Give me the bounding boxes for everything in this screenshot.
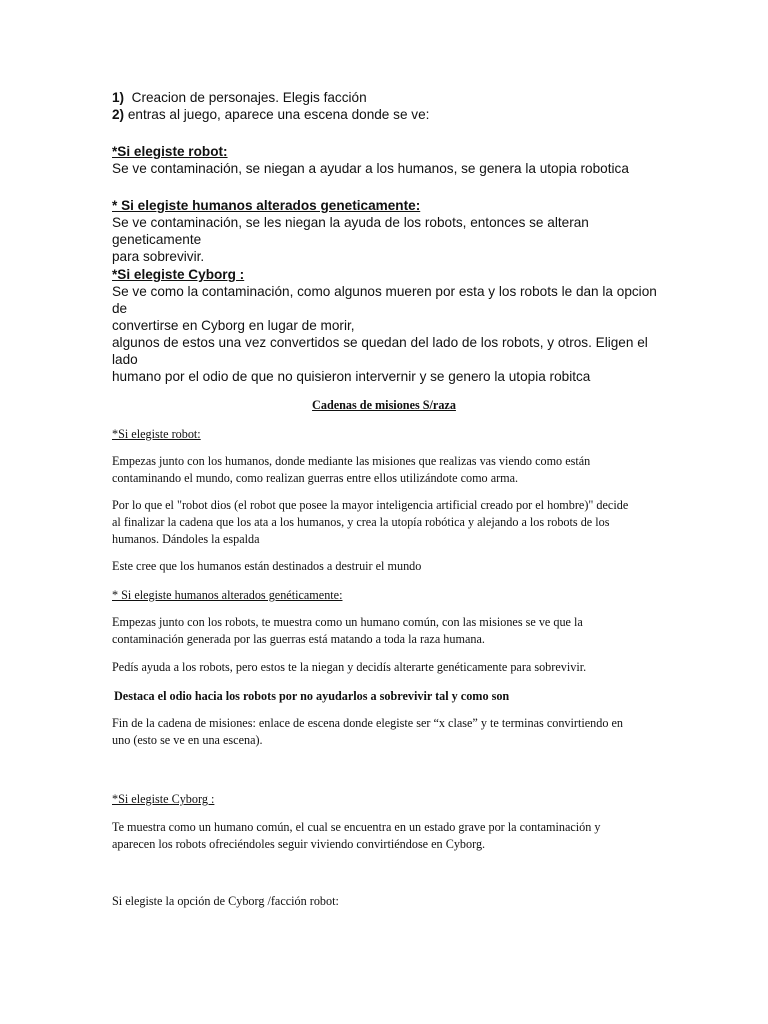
- section-cyborg-heading: *Si elegiste Cyborg :: [112, 267, 245, 282]
- missions-cyborg-p1: [112, 819, 660, 853]
- item-2-number: 2): [112, 107, 125, 122]
- missions-cyborg-p2: Si elegiste la opción de Cyborg /facción robot:: [112, 894, 339, 908]
- missions-cyborg-heading: *Si elegiste Cyborg :: [112, 792, 215, 806]
- missions-robot-p1: [112, 453, 660, 487]
- missions-robot-heading: *Si elegiste robot:: [112, 427, 201, 441]
- paragraph-line: humanos. Dándoles la espalda: [112, 532, 260, 546]
- section-cyborg-line: humano por el odio de que no quisieron intervernir y se genero la utopia robitca: [112, 369, 591, 384]
- paragraph-line: uno (esto se ve en una escena).: [112, 733, 263, 747]
- intro-item-2: [112, 106, 660, 123]
- paragraph-line: Te muestra como un humano común, el cual se encuentra en un estado grave por la contaminación y: [112, 820, 601, 834]
- section-robot: [112, 143, 660, 177]
- section-cyborg-line: algunos de estos una vez convertidos se quedan del lado de los robots, y otros. Eligen el lado: [112, 335, 648, 367]
- item-1-text: Creacion de personajes. Elegis facción: [131, 90, 367, 105]
- missions-humanos-heading: * Si elegiste humanos alterados genéticamente:: [112, 588, 343, 602]
- item-1-number: 1): [112, 90, 125, 105]
- paragraph-line: al finalizar la cadena que los ata a los humanos, y crea la utopía robótica y alejando a los robots de los: [112, 515, 610, 529]
- missions-humanos-p1: [112, 614, 660, 648]
- paragraph-line: aparecen los robots ofreciéndoles seguir viviendo convirtiéndose en Cyborg.: [112, 837, 486, 851]
- section-robot-heading: *Si elegiste robot:: [112, 144, 228, 159]
- paragraph-line: contaminación generada por las guerras está matando a toda la raza humana.: [112, 632, 485, 646]
- paragraph-line: Fin de la cadena de misiones: enlace de escena donde elegiste ser “x clase” y te terminas convirtiendo en: [112, 716, 623, 730]
- section-humanos-heading: * Si elegiste humanos alterados geneticamente:: [112, 198, 421, 213]
- section-cyborg-line: Se ve como la contaminación, como algunos mueren por esta y los robots le dan la opcion de: [112, 284, 657, 316]
- missions-humanos-p4: [112, 715, 660, 749]
- section-humanos-line: para sobrevivir.: [112, 249, 205, 264]
- paragraph-line: contaminando el mundo, como realizan guerras entre ellos utilizándote como arma.: [112, 471, 519, 485]
- missions-robot-p2: [112, 497, 660, 548]
- intro-item-1: [112, 89, 660, 106]
- section-cyborg-line: convertirse en Cyborg en lugar de morir,: [112, 318, 355, 333]
- missions-humanos-p2: Pedís ayuda a los robots, pero estos te la niegan y decidís alterarte genéticamente para sobrevivir.: [112, 660, 587, 674]
- intro-list: [112, 89, 660, 123]
- paragraph-line: Empezas junto con los robots, te muestra como un humano común, con las misiones se ve que la: [112, 615, 583, 629]
- missions-humanos-p3: Destaca el odio hacia los robots por no ayudarlos a sobrevivir tal y como son: [114, 689, 510, 703]
- section-humanos-line: Se ve contaminación, se les niegan la ayuda de los robots, entonces se alteran geneticamente: [112, 215, 589, 247]
- section-cyborg: [112, 266, 660, 385]
- paragraph-line: Por lo que el "robot dios (el robot que posee la mayor inteligencia artificial creado por el hombre)" decide: [112, 498, 629, 512]
- missions-title: Cadenas de misiones S/raza: [312, 398, 456, 412]
- item-2-text: entras al juego, aparece una escena donde se ve:: [124, 107, 430, 122]
- section-humanos: [112, 197, 660, 265]
- missions-robot-p3: Este cree que los humanos están destinados a destruir el mundo: [112, 559, 422, 573]
- section-robot-text: Se ve contaminación, se niegan a ayudar a los humanos, se genera la utopia robotica: [112, 161, 629, 176]
- paragraph-line: Empezas junto con los humanos, donde mediante las misiones que realizas vas viendo como están: [112, 454, 591, 468]
